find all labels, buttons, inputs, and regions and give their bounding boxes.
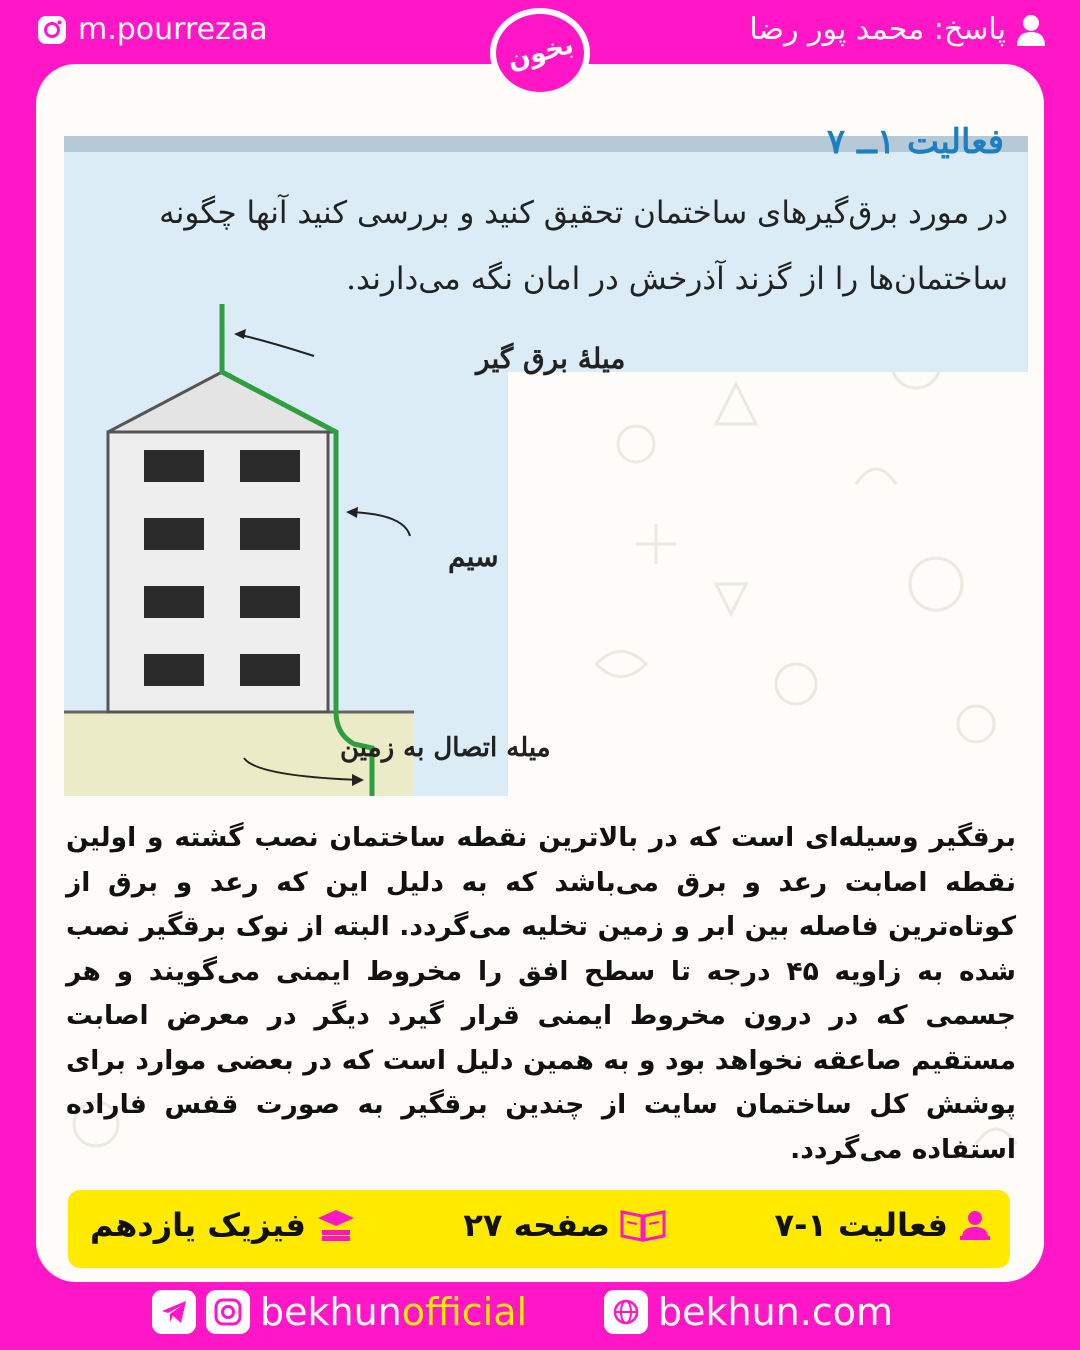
textbook-excerpt [64,122,1028,796]
info-subject [90,1206,356,1244]
activity-label: فعالیت ۱-۷ [774,1206,948,1244]
social-links[interactable] [152,1290,527,1334]
social-handle: bekhunofficial [260,1290,528,1334]
logo-text: بخون [503,29,577,77]
activity-title: فعالیت ۱ــ ۷ [826,122,1004,162]
content-card [36,64,1044,1282]
bottom-bar [0,1282,1080,1350]
answer-paragraph: برقگیر وسیله‌ای است که در بالاترین نقطه ساختمان نصب گشته و اولین نقطه اصابت رعد و برق می‌باشد که به دلیل این که رعد و برق از کوتاه‌ترین فاصله بین ابر و زمین تخلیه می‌گردد. البته از نوک برقگیر نصب شده به زاویه ۴۵ درجه تا سطح افق را مخروط ایمنی می‌گویند و هر جسمی که در درون مخروط ایمنی قرار گیرد دیگر در معرض اصابت مستقیم صاعقه نخواهد بود و به همین دلیل است که در بعضی موارد برای پوشش کل ساختمان سایت از چندین برقگیر به صورت قفس فاراده استفاده می‌گردد. [66,822,1016,1165]
instagram-icon [36,14,68,46]
answer-credit [749,12,1046,47]
activity-question: در مورد برق‌گیرهای ساختمان تحقیق کنید و بررسی کنید آنها چگونه ساختمان‌ها را از گزند آذرخش در امان نگه می‌دارند. [159,195,1008,297]
instagram-handle-top[interactable] [36,12,268,47]
page-label: صفحه ۲۷ [463,1206,610,1244]
info-activity [775,1206,992,1244]
info-box [68,1190,1010,1268]
building-roof [108,372,336,432]
telegram-icon[interactable] [152,1290,196,1334]
label-wire: سیم [448,540,499,573]
lightning-rod-diagram [64,304,626,796]
instagram-handle: m.pourrezaa [78,12,268,47]
label-ground: میله اتصال به زمین [340,733,551,763]
graduation-cap-icon [316,1208,356,1242]
info-page [463,1206,666,1244]
website-link[interactable] [604,1290,893,1334]
wire-arrow [350,512,410,536]
subject-label: فیزیک یازدهم [90,1206,306,1244]
globe-icon [604,1290,648,1334]
answer-credit-text: پاسخ: محمد پور رضا [749,12,1006,47]
bekhun-logo [490,8,590,98]
rod-arrow [236,334,314,356]
user-icon [1016,14,1046,46]
open-book-icon [620,1208,666,1242]
instagram-icon[interactable] [206,1290,250,1334]
teacher-icon [958,1208,992,1242]
label-rod: میلهٔ برق گیر [476,342,626,375]
website-url: bekhun.com [658,1290,893,1334]
